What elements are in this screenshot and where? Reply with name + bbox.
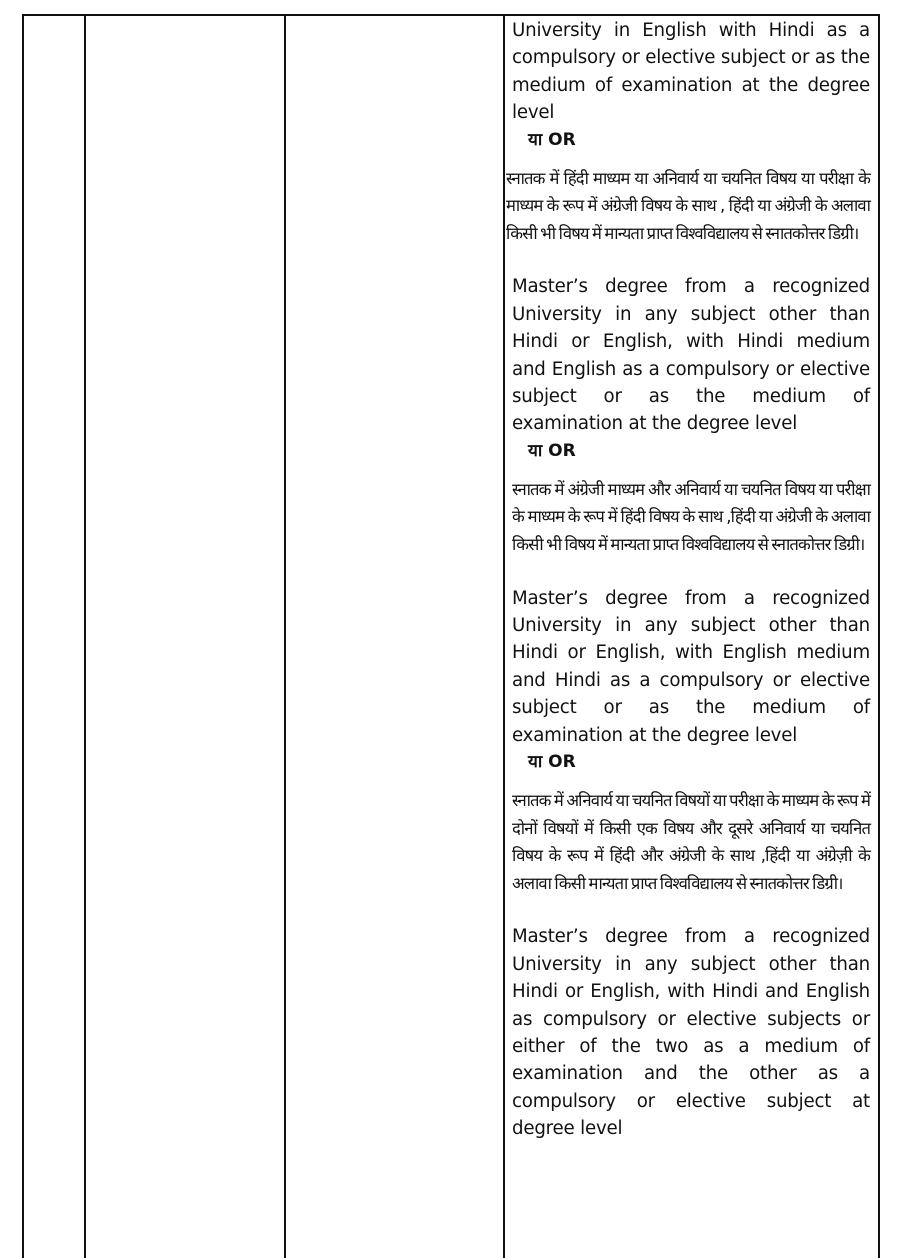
spacer — [506, 897, 870, 923]
spacer — [506, 247, 870, 273]
or-separator-3: या OR — [528, 752, 576, 773]
table-col-border-5 — [878, 15, 880, 1258]
hindi-text-3: स्नातक में अनिवार्य या चयनित विषयों या परीक्षा के माध्यम के रूप में दोनों विषयों में किसी एक विषय और दूसरे अनिवार्य या चयनित विषय के रूप में हिंदी और अंग्रेजी के साथ ,हिंदी या अंग्रेज़ी के अलावा किसी मान्यता प्राप्त विश्वविद्यालय से स्नातकोत्तर डिग्री। — [512, 791, 870, 893]
english-text-3: Master’s degree from a recognized University in any subject other than Hindi or English, with English medium and Hindi as a compulsory or elective subject or as the medium of examination at the degree level — [512, 587, 870, 746]
english-text-1: University in English with Hindi as a compulsory or elective subject or as the medium of examination at the degree level — [512, 20, 870, 124]
table-col-border-3 — [284, 15, 286, 1258]
spacer — [506, 559, 870, 585]
english-text-4: Master’s degree from a recognized University in any subject other than Hindi or English, with Hindi and English as compulsory or elective subjects or either of the two as a medium of examination and the other as a compulsory or elective subject at degree level — [512, 926, 870, 1140]
table-col-border-2 — [84, 15, 86, 1258]
or-separator-1: या OR — [528, 129, 576, 150]
table-top-border — [22, 14, 880, 16]
hindi-text-1: स्नातक में हिंदी माध्यम या अनिवार्य या चयनित विषय या परीक्षा के माध्यम के रूप में अंग्रेजी विषय के साथ , हिंदी या अंग्रेजी के अलावा किसी भी विषय में मान्यता प्राप्त विश्वविद्यालय से स्नातकोत्तर डिग्री। — [506, 168, 870, 243]
or-separator-2: या OR — [528, 440, 576, 461]
english-text-2: Master’s degree from a recognized University in any subject other than Hindi or English, with Hindi medium and English as a compulsory or elective subject or as the medium of examination at the degree level — [512, 276, 870, 435]
hindi-text-2: स्नातक में अंग्रेजी माध्यम और अनिवार्य या चयनित विषय या परीक्षा के माध्यम के रूप में हिंदी विषय के साथ ,हिंदी या अंग्रेजी के अलावा किसी भी विषय में मान्यता प्राप्त विश्वविद्यालय से स्नातकोत्तर डिग्री। — [512, 479, 870, 555]
table-col-border-1 — [22, 15, 24, 1258]
table-col-border-4 — [503, 15, 505, 1258]
qualification-cell — [506, 17, 870, 1143]
